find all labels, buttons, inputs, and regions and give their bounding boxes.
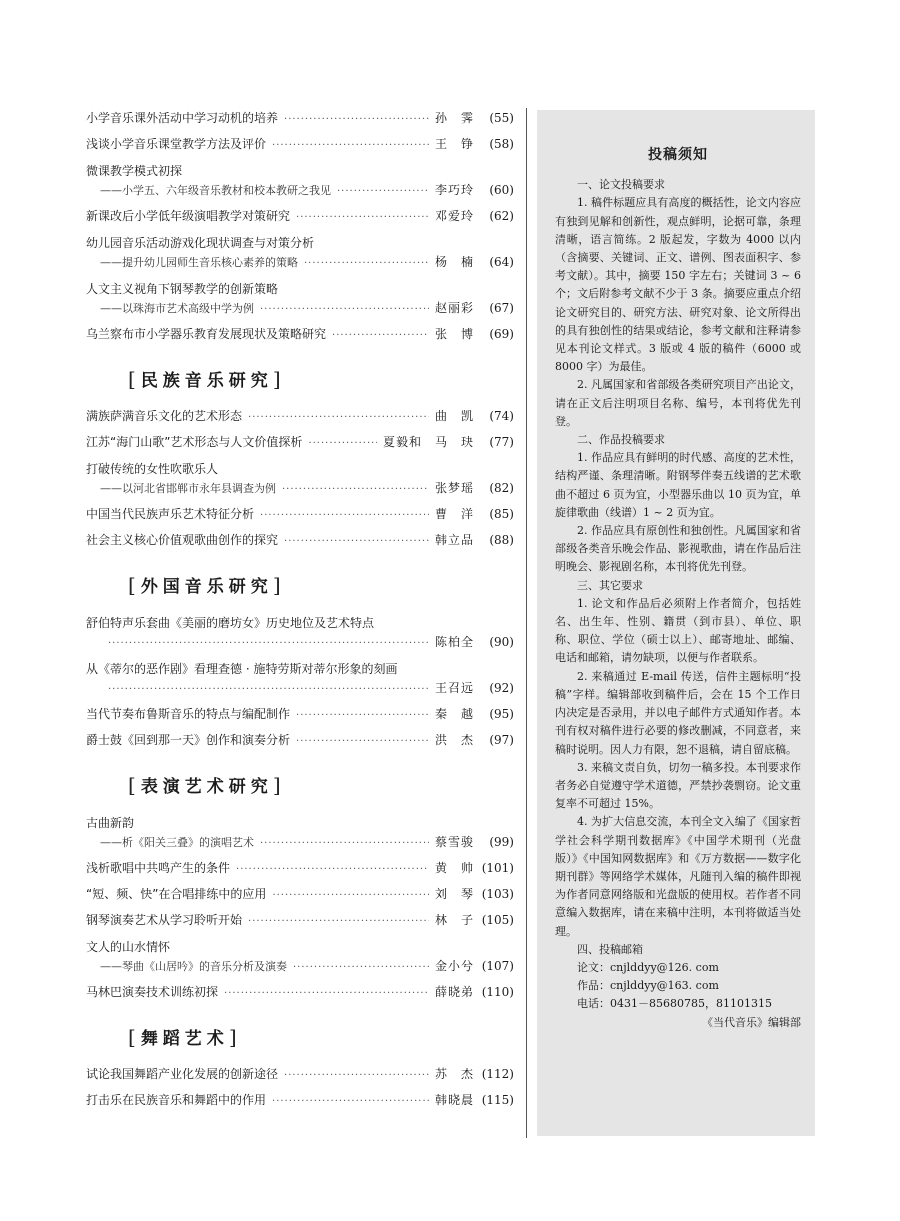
toc-entry-page: (60) [489,183,514,197]
notice-signature: 《当代音乐》编辑部 [702,1015,801,1029]
toc-entry-author: 黄 帅 [434,861,474,875]
toc-entry-author: 王召远 [434,681,474,695]
notice-paragraph: 1. 稿件标题应具有高度的概括性，论文内容应有独到见解和创新性，观点鲜明，论据可靠，条理清晰，语言简练。2 版起发，字数为 4000 以内（含摘要、关键词、正文、谱例、图表面积字、参考文献）。其中，摘要 150 字左右；关键词 3 ~ 6 个；文后附参考文献不少于 3 条。摘要应重点介绍论文研究目的、研究方法、研究对象、论文所得出的具有独创性的结果或结论，参考文献和注释请参见本刊论文样式。3 版或 4 版的稿件（6000 或 8000 字）为最佳。 [555,196,801,374]
leader-dots [224,984,429,1004]
toc-entry-title: “短、频、快”在合唱排练中的应用 [86,887,267,901]
toc-entry-page: (107) [481,959,514,973]
toc-entry-author: 韩晓晨 [434,1093,474,1107]
toc-entry-author: 蔡雪骏 [434,835,474,849]
notice-paragraph: 2. 来稿通过 E-mail 传送，信件主题标明“投稿”字样。编辑部收到稿件后，会在 15 个工作日内决定是否录用，并以电子邮件方式通知作者。本刊有权对稿件进行必要的修改删减，不同意者，来稿时说明。因人力有限，恕不退稿，请自留底稿。 [555,669,801,756]
section-heading: [表演艺术研究] [128,773,286,797]
toc-entry-author: 张 博 [434,327,474,341]
toc-entry [86,704,514,724]
toc-entry-author: 夏毅和 马 玦 [382,435,474,449]
toc-entry-page: (74) [489,409,514,423]
toc-entry-title: 从《蒂尔的恶作剧》看理查德 · 施特劳斯对蒂尔形象的刻画 [86,662,398,676]
toc-entry [86,1064,514,1084]
toc-entry-author: 薛晓弟 [434,985,474,999]
toc-entry-subtitle: ——提升幼儿园师生音乐核心素养的策略 [100,256,298,269]
toc-entry-page: (67) [489,301,514,315]
notice-paragraph: 1. 论文和作品后必须附上作者简介，包括姓名、出生年、性别、籍贯（到市县）、单位、职称、职位、学位（硕士以上）、邮寄地址、邮编、电话和邮箱，请勿缺项，以便与作者联系。 [555,596,801,665]
toc-entry-subtitle: ——以珠海市艺术高级中学为例 [100,302,254,315]
toc-entry [86,658,514,698]
toc-entry-author: 陈柏全 [434,635,474,649]
toc-entry-page: (64) [489,255,514,269]
toc-entry-page: (58) [489,137,514,151]
toc-entry-page: (92) [489,681,514,695]
toc-entry-title: 试论我国舞蹈产业化发展的创新途径 [86,1067,279,1081]
notice-section-heading: 三、其它要求 [577,578,643,592]
toc-entry [86,530,514,550]
toc-entry [86,812,514,852]
toc-entry-title: 江苏“海门山歌”艺术形态与人文价值探析 [86,435,303,449]
toc-entry-title: 马林巴演奏技术训练初探 [86,985,219,999]
toc-entry-title: 乌兰察布市小学器乐教育发展现状及策略研究 [86,327,327,341]
submission-notice-box [537,110,815,1136]
toc-entry-author: 林 子 [434,913,474,927]
toc-entry-title: 打击乐在民族音乐和舞蹈中的作用 [86,1093,267,1107]
toc-entry-page: (85) [489,507,514,521]
toc-entry-subtitle: ——析《阳关三叠》的演唱艺术 [100,836,254,849]
toc-entry-page: (103) [481,887,514,901]
toc-entry-page: (69) [489,327,514,341]
toc-entry-title: 幼儿园音乐活动游戏化现状调查与对策分析 [86,236,315,250]
toc-entry [86,134,514,154]
toc-entry-author: 张梦瑶 [434,481,474,495]
toc-entry-title: 当代节奏布鲁斯音乐的特点与编配制作 [86,707,291,721]
section-heading: [舞蹈艺术] [128,1025,242,1049]
notice-section-heading: 四、投稿邮箱 [577,942,643,956]
toc-entry-author: 金小兮 [434,959,474,973]
toc-entry-author: 洪 杰 [434,733,474,747]
toc-entry-title: 浅析歌唱中共鸣产生的条件 [86,861,231,875]
notice-contact-line: 作品：cnjlddyy@163. com [577,979,719,993]
section-heading: [外国音乐研究] [128,573,286,597]
leader-dots [272,886,429,906]
notice-title: 投稿须知 [648,147,708,163]
toc-entry-author: 苏 杰 [434,1067,474,1081]
leader-dots [332,326,429,346]
notice-section-heading: 二、作品投稿要求 [577,433,665,447]
notice-paragraph: 4. 为扩大信息交流，本刊全文入编了《国家哲学社会科学期刊数据库》《中国学术期刊（光盘版）》《中国知网数据库》和《万方数据——数字化期刊群》等网络学术媒体，凡随刊入编的稿件即视为作者同意网络版和光盘版的使用权。若作者不同意编入数据库，请在来稿中注明，本刊将做适当处理。 [555,815,801,938]
toc-entry-title: 微课教学模式初探 [86,164,183,178]
toc-entry [86,504,514,524]
leader-dots [296,732,429,752]
toc-entry-title: 人文主义视角下钢琴教学的创新策略 [86,282,279,296]
leader-dots [284,532,429,552]
toc-entry [86,206,514,226]
toc-entry [86,936,514,976]
toc-entry [86,278,514,318]
toc-entry-author: 赵丽彩 [434,301,474,315]
leader-dots [272,136,429,156]
leader-dots [236,860,429,880]
toc-entry [86,612,514,652]
toc-entry-title: 古曲新韵 [86,816,135,830]
toc-entry-page: (95) [489,707,514,721]
toc-entry [86,458,514,498]
toc-entry-page: (82) [489,481,514,495]
leader-dots [284,1066,429,1086]
toc-entry-author: 韩立品 [434,533,474,547]
toc-entry-title: 中国当代民族声乐艺术特征分析 [86,507,255,521]
toc-entry-title: 新课改后小学低年级演唱教学对策研究 [86,209,291,223]
toc-entry-subtitle: ——小学五、六年级音乐教材和校本教研之我见 [100,184,331,197]
toc-entry [86,406,514,426]
toc-entry-author: 曹 洋 [434,507,474,521]
column-divider [526,108,527,1138]
leader-dots [284,110,429,130]
toc-entry-page: (88) [489,533,514,547]
leader-dots [108,634,429,654]
toc-entry [86,910,514,930]
table-of-contents [86,108,514,1116]
toc-entry-title: 钢琴演奏艺术从学习聆听开始 [86,913,243,927]
notice-paragraph: 1. 作品应具有鲜明的时代感、高度的艺术性，结构严谨、条理清晰。附钢琴伴奏五线谱的艺术歌曲不超过 6 页为宜，小型器乐曲以 10 页为宜，单旋律歌曲（线谱）1 ~ 2 页为宜。 [555,451,801,519]
toc-entry-author: 刘 琴 [434,887,474,901]
toc-entry [86,232,514,272]
toc-entry-page: (55) [489,111,514,125]
toc-entry [86,884,514,904]
toc-entry-author: 王 铮 [434,137,474,151]
leader-dots [308,434,377,454]
toc-entry-title: 浅谈小学音乐课堂教学方法及评价 [86,137,267,151]
toc-entry-page: (101) [481,861,514,875]
toc-entry-page: (97) [489,733,514,747]
notice-paragraph: 2. 作品应具有原创性和独创性。凡属国家和省部级各类音乐晚会作品、影视歌曲，请在作品后注明晚会、影视剧名称，本刊将优先刊登。 [555,524,801,574]
leader-dots [282,480,429,500]
toc-entry-subtitle: ——以河北省邯郸市永年县调查为例 [100,482,276,495]
leader-dots [108,680,429,700]
toc-entry-author: 李巧玲 [434,183,474,197]
toc-entry [86,858,514,878]
leader-dots [260,834,429,854]
toc-entry-author: 曲 凯 [434,409,474,423]
toc-entry [86,324,514,344]
leader-dots [296,706,429,726]
toc-entry-page: (99) [489,835,514,849]
leader-dots [272,1092,429,1112]
toc-entry-page: (105) [481,913,514,927]
toc-entry [86,982,514,1002]
toc-entry [86,1090,514,1110]
leader-dots [248,408,429,428]
notice-contact-line: 电话：0431－85680785，81101315 [577,997,772,1011]
toc-entry-author: 杨 楠 [434,255,474,269]
leader-dots [293,958,429,978]
notice-paragraph: 2. 凡属国家和省部级各类研究项目产出论文，请在正文后注明项目名称、编号，本刊将优先刊登。 [555,378,801,428]
toc-entry-author: 邓爱玲 [434,209,474,223]
toc-entry-title: 爵士鼓《回到那一天》创作和演奏分析 [86,733,291,747]
toc-entry-page: (112) [481,1067,514,1081]
toc-entry-title: 小学音乐课外活动中学习动机的培养 [86,111,279,125]
toc-entry-title: 舒伯特声乐套曲《美丽的磨坊女》历史地位及艺术特点 [86,616,375,630]
leader-dots [260,506,429,526]
toc-entry-title: 满族萨满音乐文化的艺术形态 [86,409,243,423]
leader-dots [337,182,429,202]
toc-entry [86,108,514,128]
toc-entry [86,432,514,452]
toc-entry-title: 打破传统的女性吹歌乐人 [86,462,219,476]
leader-dots [304,254,429,274]
toc-entry-author: 孙 霁 [434,111,474,125]
toc-entry-page: (77) [489,435,514,449]
toc-entry-page: (110) [481,985,514,999]
toc-entry-page: (115) [481,1093,514,1107]
toc-entry-title: 社会主义核心价值观歌曲创作的探究 [86,533,279,547]
section-heading: [民族音乐研究] [128,367,286,391]
leader-dots [296,208,429,228]
notice-contact-line: 论文：cnjlddyy@126. com [577,960,719,974]
notice-section-heading: 一、论文投稿要求 [577,178,665,192]
toc-entry-subtitle: ——琴曲《山居吟》的音乐分析及演奏 [100,960,287,973]
toc-entry [86,730,514,750]
toc-entry-page: (62) [489,209,514,223]
leader-dots [260,300,429,320]
toc-entry [86,160,514,200]
leader-dots [248,912,429,932]
notice-paragraph: 3. 来稿文责自负，切勿一稿多投。本刊要求作者务必自觉遵守学术道德，严禁抄袭剽窃。论文重复率不可超过 15%。 [555,760,801,811]
toc-entry-page: (90) [489,635,514,649]
toc-entry-author: 秦 越 [434,707,474,721]
toc-entry-title: 文人的山水情怀 [86,940,171,954]
